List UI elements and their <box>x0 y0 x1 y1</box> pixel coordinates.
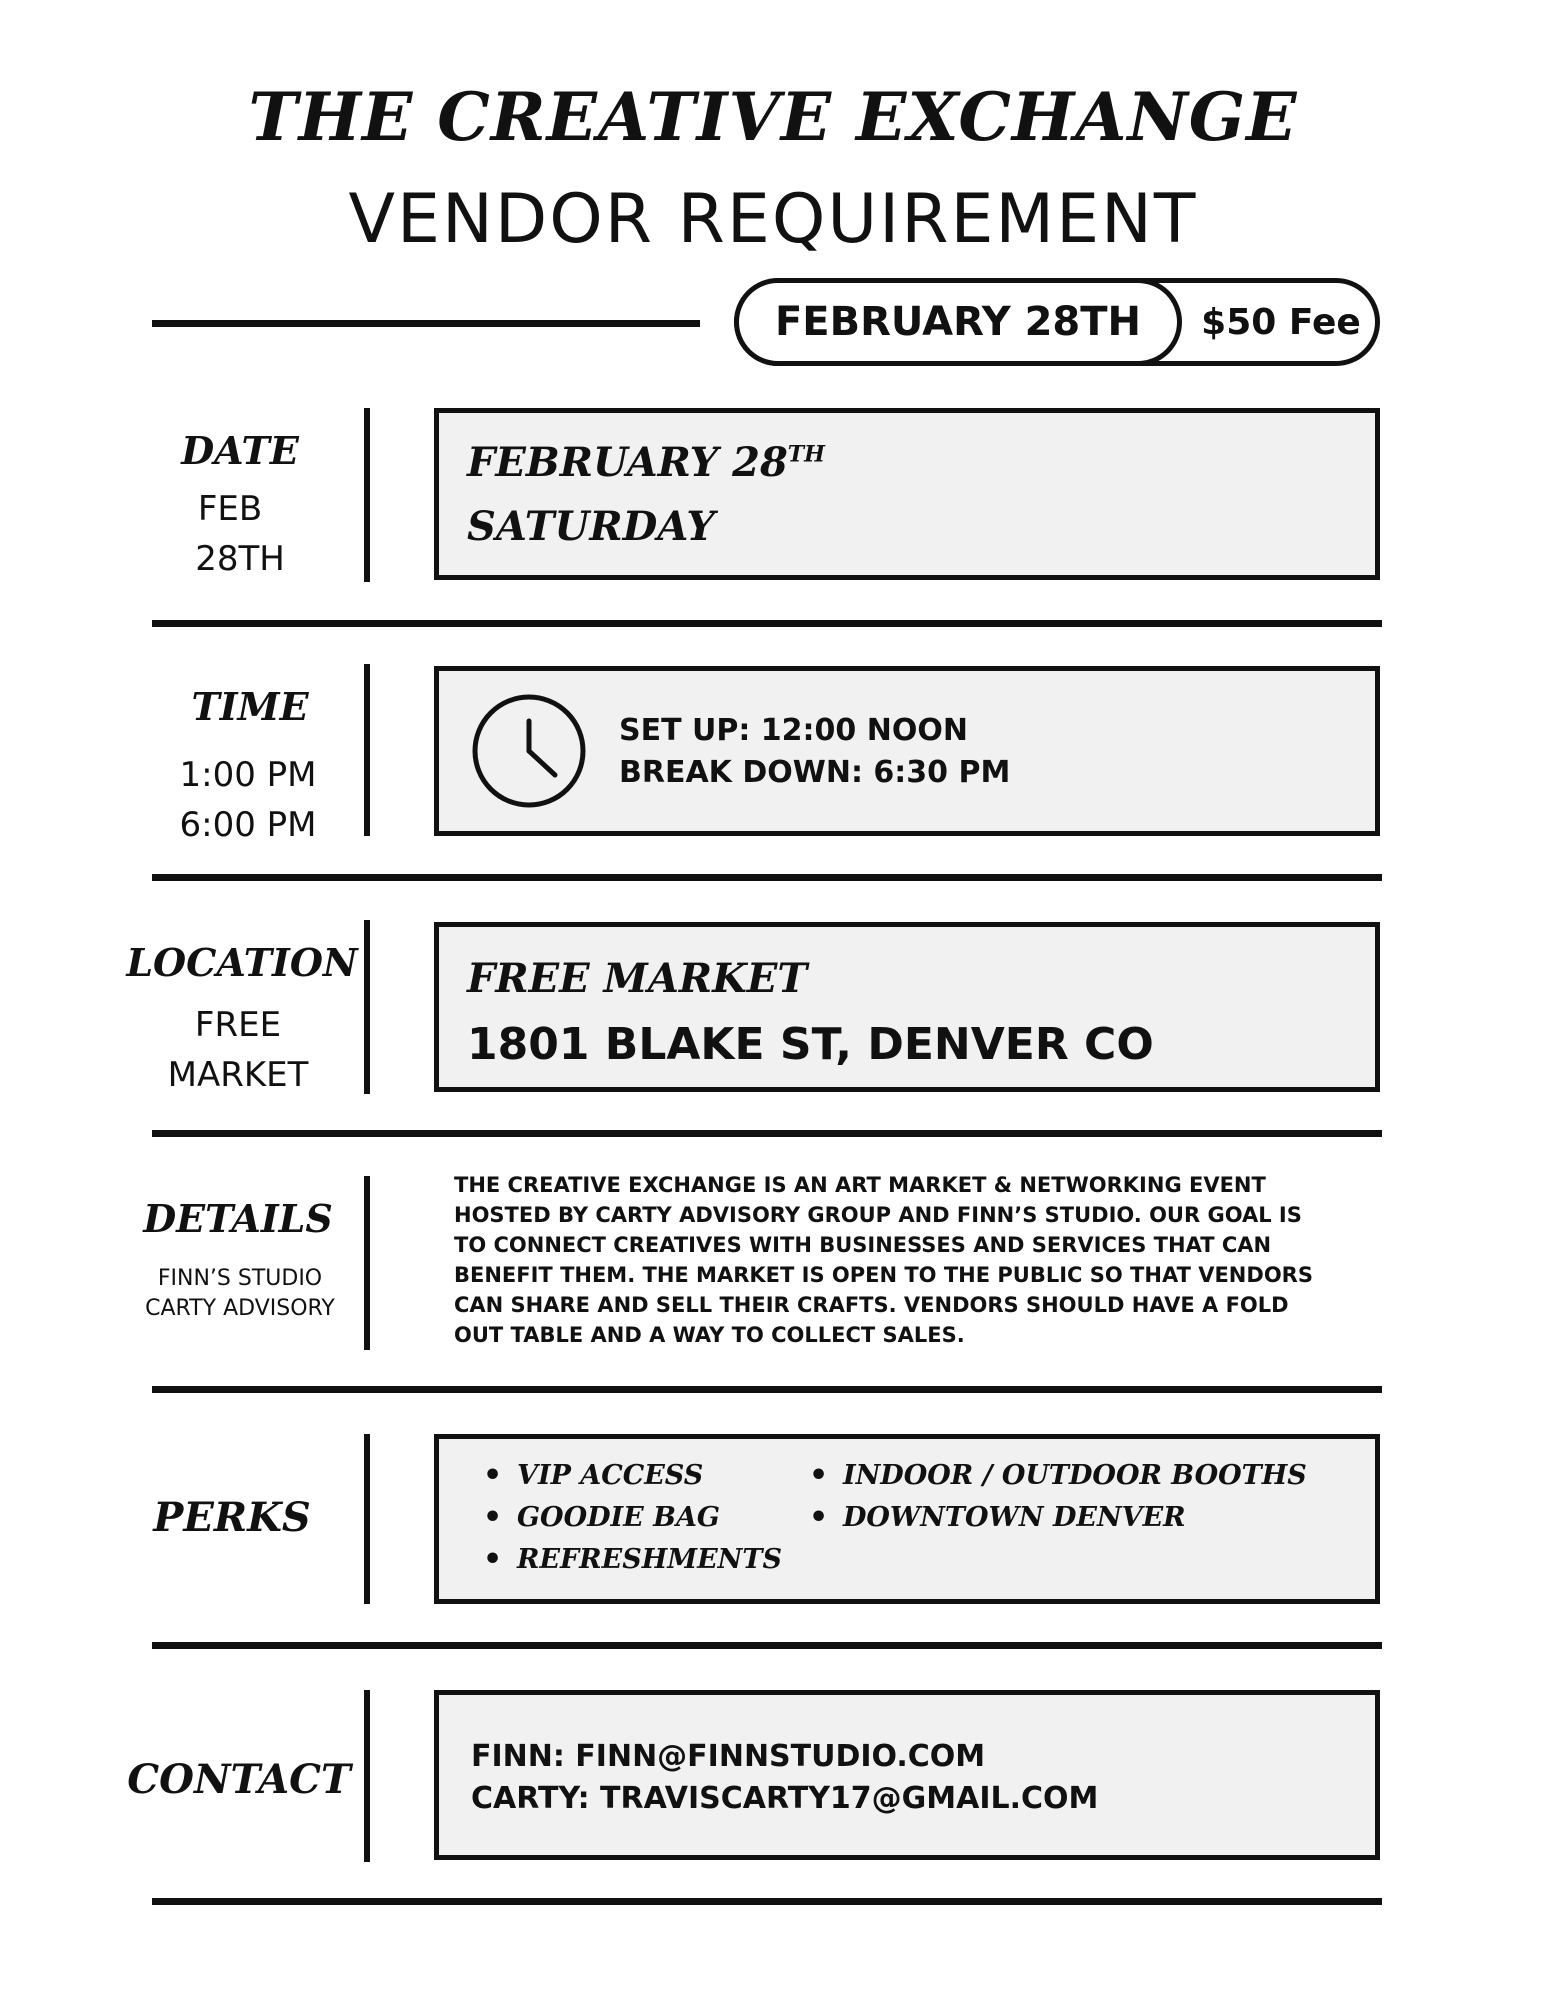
details-text-line: TO CONNECT CREATIVES WITH BUSINESSES AND SERVICES THAT CAN <box>454 1233 1272 1257</box>
location-line2: MARKET <box>167 1055 309 1095</box>
date-line1: FEB <box>197 489 263 529</box>
perk-item: • REFRESHMENTS <box>483 1539 782 1581</box>
location-box-name: FREE MARKET <box>467 955 808 1002</box>
perks-divider <box>364 1434 370 1604</box>
section-rule <box>152 1130 1382 1137</box>
date-divider <box>364 408 370 582</box>
location-line1: FREE <box>194 1005 282 1045</box>
time-setup: SET UP: 12:00 NOON <box>619 713 968 748</box>
contact-label: CONTACT <box>127 1756 351 1803</box>
time-label: TIME <box>191 684 309 729</box>
details-divider <box>364 1176 370 1350</box>
details-text-line: CAN SHARE AND SELL THEIR CRAFTS. VENDORS SHOULD HAVE A FOLD <box>454 1293 1289 1317</box>
time-divider <box>364 664 370 836</box>
location-divider <box>364 920 370 1094</box>
header-rule <box>152 320 700 327</box>
contact-divider <box>364 1690 370 1862</box>
section-rule <box>152 1642 1382 1649</box>
date-box-line2: SATURDAY <box>467 503 715 550</box>
location-box-address: 1801 BLAKE ST, DENVER CO <box>467 1019 1154 1070</box>
perk-item: • DOWNTOWN DENVER <box>809 1497 1307 1539</box>
details-line1: FINN’S STUDIO <box>157 1266 323 1291</box>
location-label: LOCATION <box>126 940 358 985</box>
contact-box <box>434 1690 1380 1860</box>
perk-item: • VIP ACCESS <box>483 1455 782 1497</box>
date-box-sup: TH <box>787 441 825 468</box>
section-rule <box>152 1898 1382 1905</box>
perks-list-2 <box>809 1455 1307 1539</box>
details-text-line: OUT TABLE AND A WAY TO COLLECT SALES. <box>454 1323 965 1347</box>
time-line1: 1:00 PM <box>179 755 317 795</box>
section-rule <box>152 874 1382 881</box>
contact-carty: CARTY: TRAVISCARTY17@GMAIL.COM <box>471 1781 1099 1816</box>
perk-item: • GOODIE BAG <box>483 1497 782 1539</box>
date-line2: 28TH <box>195 539 285 579</box>
details-text-line: HOSTED BY CARTY ADVISORY GROUP AND FINN’S STUDIO. OUR GOAL IS <box>454 1203 1302 1227</box>
details-text-line: BENEFIT THEM. THE MARKET IS OPEN TO THE PUBLIC SO THAT VENDORS <box>454 1263 1313 1287</box>
clock-icon <box>469 691 589 811</box>
details-label: DETAILS <box>143 1196 333 1241</box>
date-box-date: FEBRUARY 28 <box>467 439 788 486</box>
time-line2: 6:00 PM <box>179 805 317 845</box>
details-line2: CARTY ADVISORY <box>145 1296 335 1321</box>
perk-item: • INDOOR / OUTDOOR BOOTHS <box>809 1455 1307 1497</box>
details-text-line: THE CREATIVE EXCHANGE IS AN ART MARKET & NETWORKING EVENT <box>454 1173 1266 1197</box>
page-title: THE CREATIVE EXCHANGE <box>248 78 1298 156</box>
contact-finn: FINN: FINN@FINNSTUDIO.COM <box>471 1739 986 1774</box>
date-box-line1 <box>467 439 825 486</box>
section-rule <box>152 1386 1382 1393</box>
details-paragraph <box>454 1170 1354 1350</box>
location-box <box>434 922 1380 1092</box>
section-rule <box>152 620 1382 627</box>
time-box <box>434 666 1380 836</box>
perks-label: PERKS <box>153 1494 311 1541</box>
date-label: DATE <box>181 428 299 473</box>
date-box <box>434 408 1380 580</box>
pill-fee: $50 Fee <box>1201 301 1361 343</box>
perks-box <box>434 1434 1380 1604</box>
perks-list-1 <box>483 1455 782 1581</box>
time-breakdown: BREAK DOWN: 6:30 PM <box>619 755 1011 790</box>
page-subtitle: VENDOR REQUIREMENT <box>348 180 1198 259</box>
pill-date: FEBRUARY 28TH <box>734 278 1182 366</box>
